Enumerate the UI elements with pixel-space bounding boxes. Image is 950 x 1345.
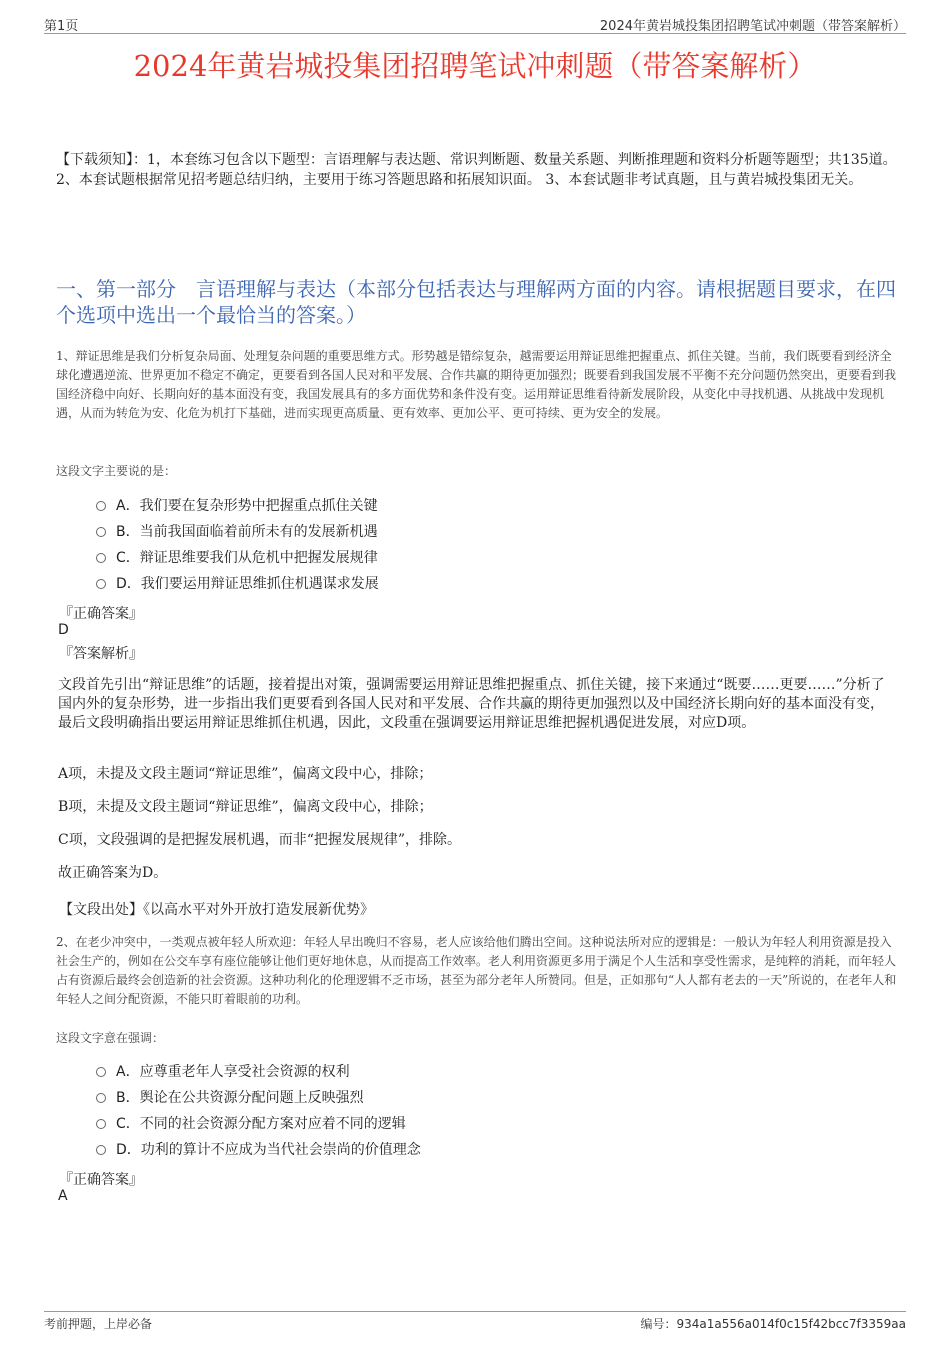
question-2-text: 2、在老少冲突中，一类观点被年轻人所欢迎：年轻人早出晚归不容易，老人应该给他们腾出空间。这种说法所对应的逻辑是：一般认为年轻人利用资源是投入社会生产的，例如在公交车享有座位能够让他们更好地休息，从而提高工作效率。老人利用资源更多用于满足个人生活和享受性需求，是纯粹的消耗，而年轻人占有资源后最终会创造新的社会资源。这种功利化的伦理逻辑不乏市场，甚至为部分老年人所赞同。但是，正如那句“人人都有老去的一天”所说的，在老年人和年轻人之间分配资源，不能只盯着眼前的功利。 xyxy=(56,935,897,1006)
question-1-option-c[interactable]: C．辩证思维要我们从危机中把握发展规律 xyxy=(96,548,378,568)
question-1-option-b[interactable]: B．当前我国面临着前所未有的发展新机遇 xyxy=(96,522,378,542)
question-1-prompt: 这段文字主要说的是： xyxy=(56,464,177,478)
question-1-option-d[interactable]: D．我们要运用辩证思维抓住机遇谋求发展 xyxy=(96,574,379,594)
radio-icon[interactable] xyxy=(96,527,106,537)
analysis-conclusion: 故正确答案为D。 xyxy=(58,865,168,881)
radio-icon[interactable] xyxy=(96,553,106,563)
question-2-option-c[interactable]: C．不同的社会资源分配方案对应着不同的逻辑 xyxy=(96,1114,406,1134)
radio-icon[interactable] xyxy=(96,579,106,589)
correct-answer: D xyxy=(58,622,69,638)
section-heading: 一、第一部分 言语理解与表达（本部分包括表达与理解两方面的内容。请根据题目要求，在四个选项中选出一个最恰当的答案。） xyxy=(56,277,896,327)
radio-icon[interactable] xyxy=(96,1119,106,1129)
header-divider xyxy=(44,33,906,34)
radio-icon[interactable] xyxy=(96,1145,106,1155)
page-number: 第1页 xyxy=(44,19,79,34)
radio-icon[interactable] xyxy=(96,1093,106,1103)
question-2-option-d[interactable]: D．功利的算计不应成为当代社会崇尚的价值理念 xyxy=(96,1140,421,1160)
analysis-option-b: B项，未提及文段主题词“辩证思维”，偏离文段中心，排除； xyxy=(58,799,433,815)
question-2-option-a[interactable]: A．应尊重老年人享受社会资源的权利 xyxy=(96,1062,350,1082)
footer-divider xyxy=(44,1311,906,1312)
question-2-prompt: 这段文字意在强调： xyxy=(56,1031,165,1045)
question-1-text: 1、辩证思维是我们分析复杂局面、处理复杂问题的重要思维方式。形势越是错综复杂，越需要运用辩证思维把握重点、抓住关键。当前，我们既要看到经济全球化遭遇逆流、世界更加不稳定不确定，更要看到各国人民对和平发展、合作共赢的期待更加强烈；既要看到我国发展不平衡不充分问题仍然突出，更要看到我国经济稳中向好、长期向好的基本面没有变，我国发展具有的多方面优势和条件没有变。运用辩证思维看待新发展阶段，从变化中寻找机遇、从挑战中发现机遇，从而为转危为安、化危为机打下基础，进而实现更高质量、更有效率、更加公平、更可持续、更为安全的发展。 xyxy=(56,349,897,420)
analysis-option-c: C项，文段强调的是把握发展机遇，而非“把握发展规律”，排除。 xyxy=(58,832,462,848)
download-notice: 【下载须知】：1，本套练习包含以下题型：言语理解与表达题、常识判断题、数量关系题、判断推理题和资料分析题等题型；共135道。 2、本套试题根据常见招考题总结归纳，主要用于练习答题思路和拓展知识面。 3、本套试题非考试真题，且与黄岩城投集团无关。 xyxy=(56,152,897,188)
footer-code: 编号：934a1a556a014f0c15f42bcc7f3359aa xyxy=(640,1317,906,1331)
question-2-option-b[interactable]: B．舆论在公共资源分配问题上反映强烈 xyxy=(96,1088,364,1108)
radio-icon[interactable] xyxy=(96,1067,106,1077)
question-1-option-a[interactable]: A．我们要在复杂形势中把握重点抓住关键 xyxy=(96,496,378,516)
radio-icon[interactable] xyxy=(96,501,106,511)
running-header-title: 2024年黄岩城投集团招聘笔试冲刺题（带答案解析） xyxy=(599,19,906,34)
analysis-paragraph: 文段首先引出“辩证思维”的话题，接着提出对策，强调需要运用辩证思维把握重点、抓住关键，接下来通过“既要……更要……”分析了国内外的复杂形势，进一步指出我们更要看到各国人民对和平发展、合作共赢的期待更加强烈以及中国经济长期向好的基本面没有变，最后文段明确指出要运用辩证思维抓住机遇，因此，文段重在强调要运用辩证思维把握机遇促进发展，对应D项。 xyxy=(58,677,885,731)
correct-answer: A xyxy=(58,1188,68,1204)
correct-answer-label: 『正确答案』 xyxy=(59,606,143,622)
footer-slogan: 考前押题，上岸必备 xyxy=(44,1317,153,1331)
text-source: 【文段出处】《以高水平对外开放打造发展新优势》 xyxy=(59,902,374,918)
analysis-option-a: A项，未提及文段主题词“辩证思维”，偏离文段中心，排除； xyxy=(58,766,433,782)
analysis-label: 『答案解析』 xyxy=(59,646,143,662)
document-title: 2024年黄岩城投集团招聘笔试冲刺题（带答案解析） xyxy=(133,49,817,83)
correct-answer-label: 『正确答案』 xyxy=(59,1172,143,1188)
